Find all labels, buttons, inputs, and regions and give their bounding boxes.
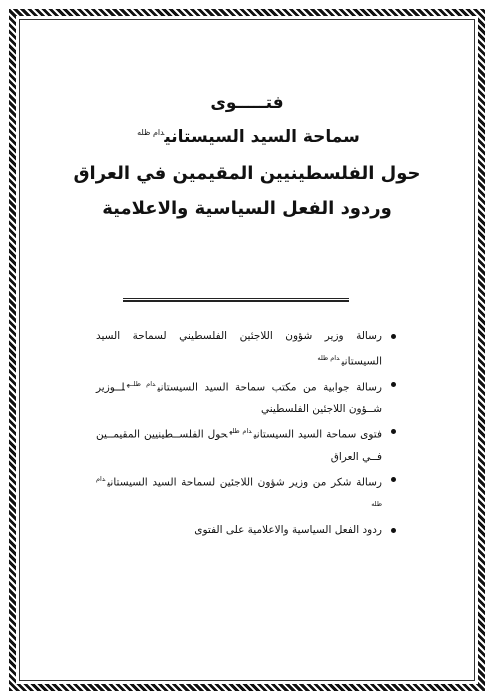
contents-item: رسالة شكر من وزير شؤون اللاجئين لسماحة السيد السيستاني$^{دام ظله}$	[96, 468, 396, 519]
subject-line-1: حول الفلسطينيين المقيمين في العراق	[73, 163, 421, 184]
subject-line-2: وردود الفعل السياسية والاعلامية	[102, 198, 392, 219]
fatwa-heading: فتـــــوى	[210, 93, 284, 113]
contents-list	[96, 325, 396, 541]
honorific: دام ظله	[137, 128, 165, 138]
contents-item: رسالة وزير شؤون اللاجئين الفلسطيني لسماحة السيد السيستاني$^{دام ظله}$	[96, 325, 396, 373]
authority-title	[60, 127, 434, 147]
contents-item: فتوى سماحة السيد السيستاني$^{دام ظله}$حول الفلســطينيين المقيمــين فــي العراق	[96, 420, 396, 468]
separator-rule	[123, 298, 349, 302]
authority-name: سماحة السيد السيستاني	[164, 127, 360, 147]
contents-item: رسالة جوابية من مكتب سماحة السيد السيستاني$^{دام ظلــه}$لــوزير شــؤون اللاجئين الفلسطيني	[96, 373, 396, 421]
contents-item: ردود الفعل السياسية والاعلامية على الفتوى	[96, 519, 396, 541]
